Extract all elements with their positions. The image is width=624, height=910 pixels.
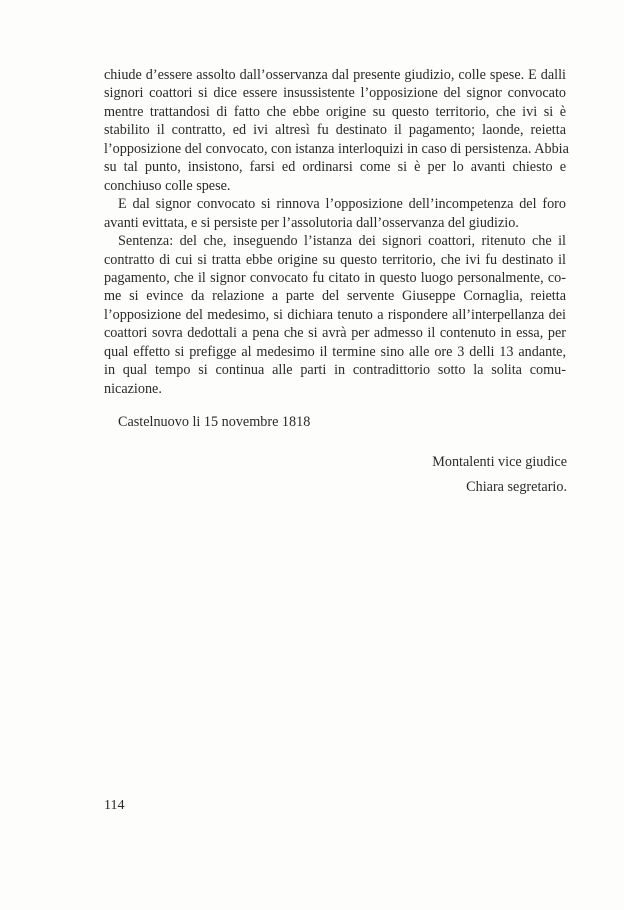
page-number: 114 bbox=[104, 798, 125, 813]
text-line: stabilito il contratto, ed ivi altresì fu destinato il pagamento; laonde, reietta bbox=[104, 122, 566, 139]
text-line: pagamento, che il signor convocato fu citato in questo luogo personalmente, co- bbox=[104, 269, 566, 286]
text-line: Sentenza: del che, inseguendo l’istanza dei signori coattori, ritenuto che il bbox=[118, 233, 566, 250]
text-line: coattori sovra dedottali a pena che si avrà per admesso il contenuto in essa, per bbox=[104, 325, 566, 342]
text-line: in qual tempo si continua alle parti in contradittorio sotto la solita comu- bbox=[104, 362, 566, 379]
text-line: mentre trattandosi di fatto che ebbe origine su questo territorio, che ivi si è bbox=[104, 103, 566, 120]
text-line: su tal punto, insistono, farsi ed ordinarsi come si è per lo avanti chiesto e bbox=[104, 159, 566, 176]
text-line: E dal signor convocato si rinnova l’opposizione dell’incompetenza del foro bbox=[118, 196, 566, 213]
text-line: conchiuso colle spese. bbox=[104, 177, 231, 194]
signature-secretary: Chiara segretario. bbox=[466, 479, 567, 495]
text-line: me si evince da relazione a parte del servente Giuseppe Cornaglia, reietta bbox=[104, 288, 566, 305]
body-text bbox=[104, 66, 569, 398]
signature-judge: Montalenti vice giudice bbox=[432, 454, 567, 470]
text-line: chiude d’essere assolto dall’osservanza dal presente giudizio, colle spese. E dalli bbox=[104, 67, 566, 83]
text-line: qual effetto si prefigge al medesimo il termine sino alle ore 3 delli 13 andante, bbox=[104, 343, 566, 360]
text-line: signori coattori si dice essere insussistente l’opposizione del signor convocato bbox=[104, 85, 566, 102]
text-line: l’opposizione del convocato, con istanza interloquizi in caso di persistenza. Abbia bbox=[104, 140, 569, 157]
text-line: l’opposizione del medesimo, si dichiara tenuto a rispondere all’interpellanza dei bbox=[104, 306, 566, 323]
text-line: contratto di cui si tratta ebbe origine su questo territorio, che ivi fu destinato il bbox=[104, 251, 566, 268]
text-line: avanti evittata, e si persiste per l’assolutoria dall’osservanza del giudizio. bbox=[104, 214, 519, 231]
text-line: nicazione. bbox=[104, 380, 162, 397]
place-date: Castelnuovo li 15 novembre 1818 bbox=[118, 414, 311, 430]
